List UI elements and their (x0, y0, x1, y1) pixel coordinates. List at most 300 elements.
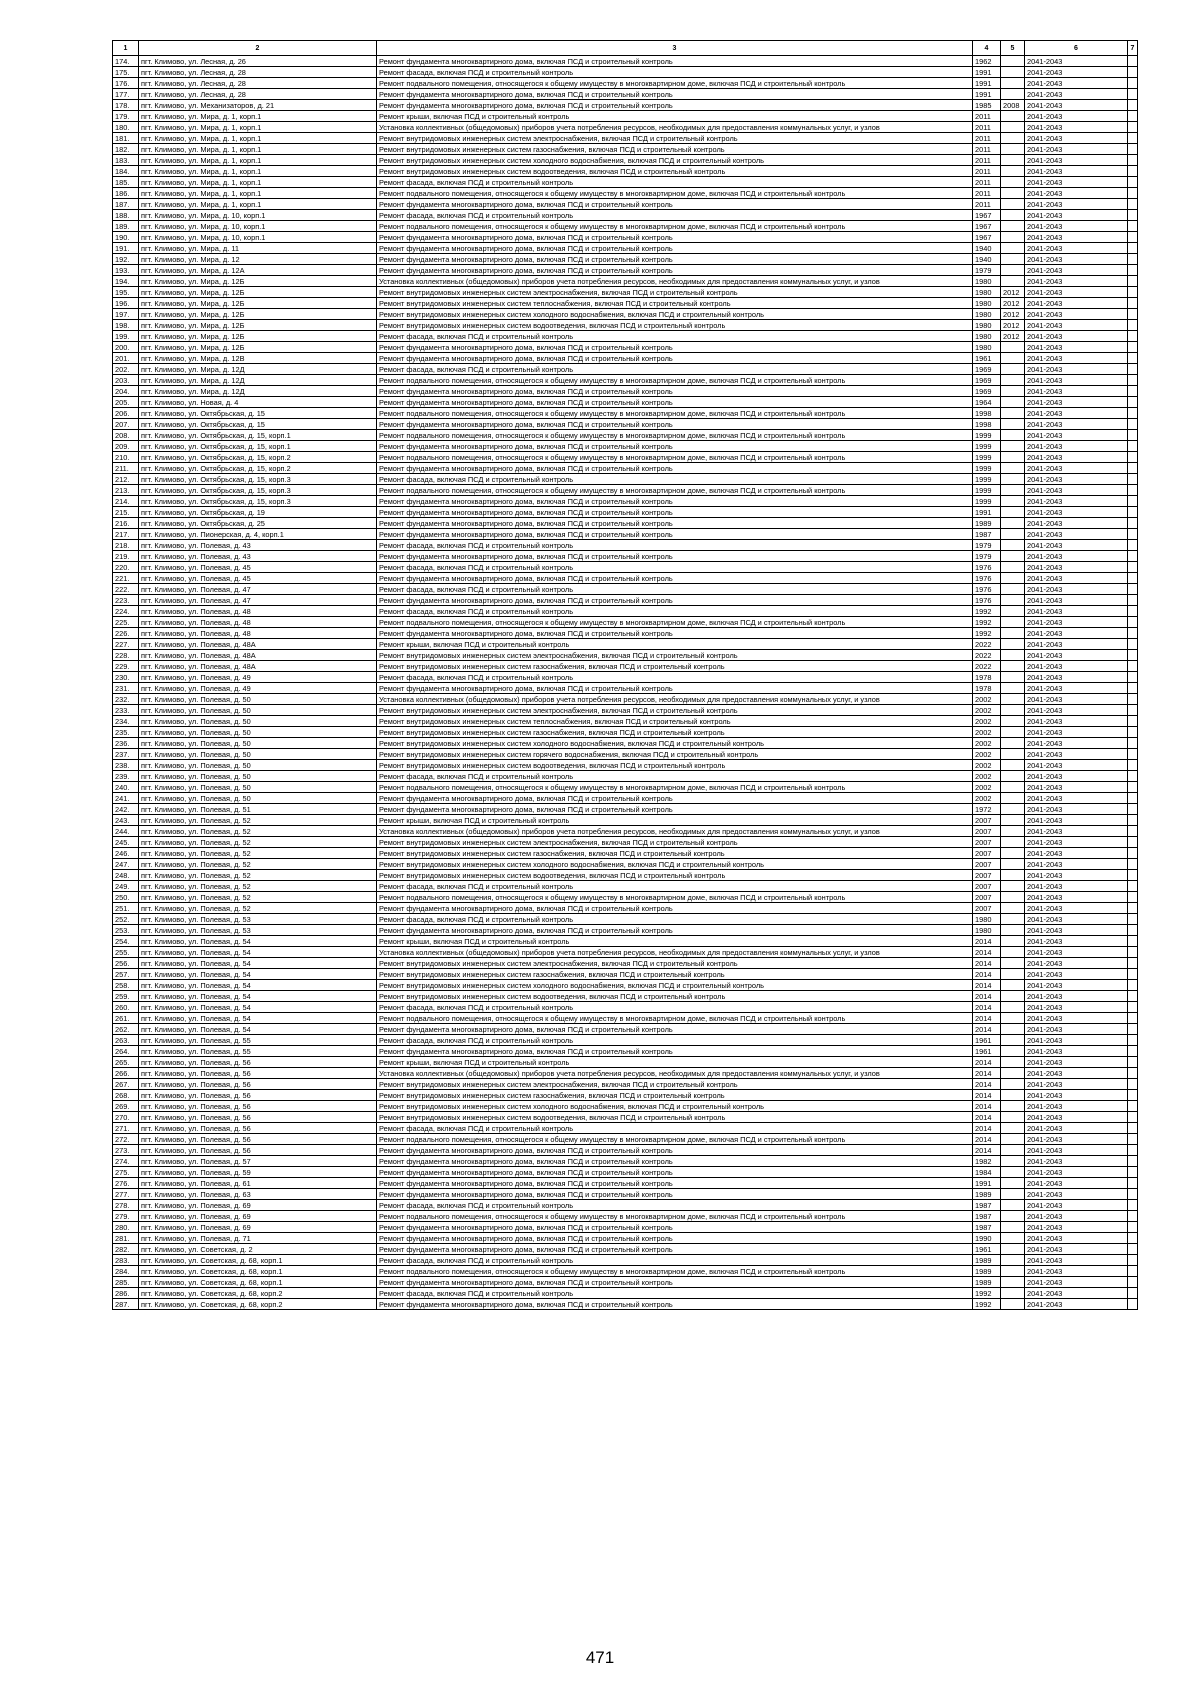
address-cell: пгт. Климово, ул. Полевая, д. 50 (139, 760, 377, 771)
note-cell (1128, 738, 1138, 749)
row-number-cell: 234. (113, 716, 139, 727)
planned-period-cell: 2041-2043 (1025, 1134, 1128, 1145)
work-type-cell: Ремонт подвального помещения, относящегося к общему имуществу в многоквартирном доме, включая ПСД и строительный контроль (377, 408, 973, 419)
last-repair-year-cell (1001, 419, 1025, 430)
table-row (113, 463, 1138, 474)
note-cell (1128, 683, 1138, 694)
work-type-cell: Ремонт подвального помещения, относящегося к общему имуществу в многоквартирном доме, включая ПСД и строительный контроль (377, 617, 973, 628)
build-year-cell: 1980 (973, 914, 1001, 925)
note-cell (1128, 463, 1138, 474)
address-cell: пгт. Климово, ул. Полевая, д. 45 (139, 573, 377, 584)
note-cell (1128, 111, 1138, 122)
last-repair-year-cell (1001, 672, 1025, 683)
planned-period-cell: 2041-2043 (1025, 188, 1128, 199)
address-cell: пгт. Климово, ул. Полевая, д. 56 (139, 1123, 377, 1134)
row-number-cell: 185. (113, 177, 139, 188)
build-year-cell: 2014 (973, 1090, 1001, 1101)
row-number-cell: 281. (113, 1233, 139, 1244)
work-type-cell: Ремонт фундамента многоквартирного дома, включая ПСД и строительный контроль (377, 232, 973, 243)
note-cell (1128, 485, 1138, 496)
note-cell (1128, 1101, 1138, 1112)
table-row (113, 111, 1138, 122)
build-year-cell: 1980 (973, 276, 1001, 287)
row-number-cell: 204. (113, 386, 139, 397)
work-type-cell: Ремонт фасада, включая ПСД и строительный контроль (377, 914, 973, 925)
planned-period-cell: 2041-2043 (1025, 1288, 1128, 1299)
row-number-cell: 268. (113, 1090, 139, 1101)
last-repair-year-cell (1001, 1035, 1025, 1046)
work-type-cell: Ремонт фасада, включая ПСД и строительный контроль (377, 672, 973, 683)
note-cell (1128, 1090, 1138, 1101)
planned-period-cell: 2041-2043 (1025, 1145, 1128, 1156)
planned-period-cell: 2041-2043 (1025, 903, 1128, 914)
table-row (113, 727, 1138, 738)
note-cell (1128, 353, 1138, 364)
address-cell: пгт. Климово, ул. Полевая, д. 56 (139, 1079, 377, 1090)
work-type-cell: Установка коллективных (общедомовых) приборов учета потребления ресурсов, необходимых для предоставления коммунальных услуг, и узлов (377, 694, 973, 705)
row-number-cell: 203. (113, 375, 139, 386)
table-row (113, 980, 1138, 991)
planned-period-cell: 2041-2043 (1025, 694, 1128, 705)
build-year-cell: 1999 (973, 452, 1001, 463)
table-row (113, 1079, 1138, 1090)
note-cell (1128, 452, 1138, 463)
build-year-cell: 1999 (973, 430, 1001, 441)
planned-period-cell: 2041-2043 (1025, 353, 1128, 364)
note-cell (1128, 980, 1138, 991)
table-row (113, 1189, 1138, 1200)
build-year-cell: 2011 (973, 111, 1001, 122)
note-cell (1128, 991, 1138, 1002)
column-header: 2 (139, 41, 377, 56)
address-cell: пгт. Климово, ул. Полевая, д. 54 (139, 1013, 377, 1024)
build-year-cell: 1992 (973, 628, 1001, 639)
note-cell (1128, 848, 1138, 859)
row-number-cell: 271. (113, 1123, 139, 1134)
table-row (113, 221, 1138, 232)
address-cell: пгт. Климово, ул. Мира, д. 1, корп.1 (139, 166, 377, 177)
row-number-cell: 270. (113, 1112, 139, 1123)
table-row (113, 155, 1138, 166)
work-type-cell: Ремонт подвального помещения, относящегося к общему имуществу в многоквартирном доме, включая ПСД и строительный контроль (377, 78, 973, 89)
build-year-cell: 1979 (973, 551, 1001, 562)
work-type-cell: Ремонт фундамента многоквартирного дома, включая ПСД и строительный контроль (377, 903, 973, 914)
table-row (113, 375, 1138, 386)
table-row (113, 584, 1138, 595)
last-repair-year-cell (1001, 1211, 1025, 1222)
work-type-cell: Ремонт фасада, включая ПСД и строительный контроль (377, 771, 973, 782)
note-cell (1128, 221, 1138, 232)
note-cell (1128, 672, 1138, 683)
work-type-cell: Ремонт внутридомовых инженерных систем холодного водоснабжения, включая ПСД и строительный контроль (377, 309, 973, 320)
planned-period-cell: 2041-2043 (1025, 210, 1128, 221)
build-year-cell: 1978 (973, 683, 1001, 694)
row-number-cell: 248. (113, 870, 139, 881)
work-type-cell: Ремонт внутридомовых инженерных систем теплоснабжения, включая ПСД и строительный контроль (377, 298, 973, 309)
row-number-cell: 221. (113, 573, 139, 584)
last-repair-year-cell (1001, 265, 1025, 276)
row-number-cell: 235. (113, 727, 139, 738)
planned-period-cell: 2041-2043 (1025, 221, 1128, 232)
last-repair-year-cell (1001, 144, 1025, 155)
build-year-cell: 2014 (973, 980, 1001, 991)
address-cell: пгт. Климово, ул. Мира, д. 12Б (139, 276, 377, 287)
planned-period-cell: 2041-2043 (1025, 331, 1128, 342)
last-repair-year-cell (1001, 650, 1025, 661)
address-cell: пгт. Климово, ул. Полевая, д. 48А (139, 661, 377, 672)
last-repair-year-cell (1001, 617, 1025, 628)
build-year-cell: 2014 (973, 1123, 1001, 1134)
address-cell: пгт. Климово, ул. Мира, д. 1, корп.1 (139, 188, 377, 199)
row-number-cell: 257. (113, 969, 139, 980)
work-type-cell: Ремонт подвального помещения, относящегося к общему имуществу в многоквартирном доме, включая ПСД и строительный контроль (377, 188, 973, 199)
row-number-cell: 285. (113, 1277, 139, 1288)
last-repair-year-cell (1001, 683, 1025, 694)
table-row (113, 78, 1138, 89)
address-cell: пгт. Климово, ул. Октябрьская, д. 25 (139, 518, 377, 529)
last-repair-year-cell (1001, 122, 1025, 133)
table-row (113, 1244, 1138, 1255)
work-type-cell: Ремонт внутридомовых инженерных систем газоснабжения, включая ПСД и строительный контроль (377, 144, 973, 155)
last-repair-year-cell (1001, 760, 1025, 771)
planned-period-cell: 2041-2043 (1025, 936, 1128, 947)
work-type-cell: Установка коллективных (общедомовых) приборов учета потребления ресурсов, необходимых для предоставления коммунальных услуг, и узлов (377, 276, 973, 287)
last-repair-year-cell (1001, 1266, 1025, 1277)
planned-period-cell: 2041-2043 (1025, 1112, 1128, 1123)
planned-period-cell: 2041-2043 (1025, 760, 1128, 771)
address-cell: пгт. Климово, ул. Мира, д. 12Б (139, 287, 377, 298)
planned-period-cell: 2041-2043 (1025, 496, 1128, 507)
work-type-cell: Ремонт подвального помещения, относящегося к общему имуществу в многоквартирном доме, включая ПСД и строительный контроль (377, 375, 973, 386)
row-number-cell: 287. (113, 1299, 139, 1310)
last-repair-year-cell (1001, 848, 1025, 859)
work-type-cell: Установка коллективных (общедомовых) приборов учета потребления ресурсов, необходимых для предоставления коммунальных услуг, и узлов (377, 826, 973, 837)
last-repair-year-cell (1001, 353, 1025, 364)
note-cell (1128, 969, 1138, 980)
address-cell: пгт. Климово, ул. Полевая, д. 54 (139, 1002, 377, 1013)
build-year-cell: 1991 (973, 507, 1001, 518)
build-year-cell: 1992 (973, 617, 1001, 628)
table-row (113, 1222, 1138, 1233)
note-cell (1128, 155, 1138, 166)
row-number-cell: 192. (113, 254, 139, 265)
table-row (113, 650, 1138, 661)
row-number-cell: 243. (113, 815, 139, 826)
build-year-cell: 1940 (973, 243, 1001, 254)
row-number-cell: 226. (113, 628, 139, 639)
last-repair-year-cell (1001, 243, 1025, 254)
last-repair-year-cell (1001, 793, 1025, 804)
planned-period-cell: 2041-2043 (1025, 265, 1128, 276)
address-cell: пгт. Климово, ул. Полевая, д. 54 (139, 936, 377, 947)
note-cell (1128, 1046, 1138, 1057)
table-row (113, 716, 1138, 727)
planned-period-cell: 2041-2043 (1025, 1002, 1128, 1013)
planned-period-cell: 2041-2043 (1025, 243, 1128, 254)
last-repair-year-cell (1001, 1200, 1025, 1211)
planned-period-cell: 2041-2043 (1025, 958, 1128, 969)
build-year-cell: 2002 (973, 694, 1001, 705)
row-number-cell: 273. (113, 1145, 139, 1156)
table-row (113, 606, 1138, 617)
last-repair-year-cell (1001, 980, 1025, 991)
build-year-cell: 1962 (973, 56, 1001, 67)
build-year-cell: 1979 (973, 265, 1001, 276)
address-cell: пгт. Климово, ул. Полевая, д. 55 (139, 1035, 377, 1046)
row-number-cell: 174. (113, 56, 139, 67)
row-number-cell: 237. (113, 749, 139, 760)
build-year-cell: 1967 (973, 210, 1001, 221)
last-repair-year-cell (1001, 782, 1025, 793)
table-row (113, 496, 1138, 507)
table-row (113, 1112, 1138, 1123)
row-number-cell: 196. (113, 298, 139, 309)
last-repair-year-cell (1001, 221, 1025, 232)
last-repair-year-cell (1001, 474, 1025, 485)
last-repair-year-cell: 2012 (1001, 287, 1025, 298)
row-number-cell: 244. (113, 826, 139, 837)
work-type-cell: Ремонт фасада, включая ПСД и строительный контроль (377, 540, 973, 551)
last-repair-year-cell (1001, 67, 1025, 78)
build-year-cell: 1999 (973, 441, 1001, 452)
address-cell: пгт. Климово, ул. Полевая, д. 56 (139, 1112, 377, 1123)
last-repair-year-cell (1001, 881, 1025, 892)
last-repair-year-cell (1001, 1288, 1025, 1299)
work-type-cell: Ремонт внутридомовых инженерных систем электроснабжения, включая ПСД и строительный контроль (377, 287, 973, 298)
note-cell (1128, 892, 1138, 903)
note-cell (1128, 232, 1138, 243)
note-cell (1128, 1266, 1138, 1277)
last-repair-year-cell (1001, 551, 1025, 562)
last-repair-year-cell (1001, 1090, 1025, 1101)
planned-period-cell: 2041-2043 (1025, 672, 1128, 683)
build-year-cell: 2002 (973, 749, 1001, 760)
last-repair-year-cell (1001, 606, 1025, 617)
last-repair-year-cell (1001, 485, 1025, 496)
address-cell: пгт. Климово, ул. Советская, д. 68, корп.1 (139, 1277, 377, 1288)
build-year-cell: 2007 (973, 848, 1001, 859)
build-year-cell: 1989 (973, 518, 1001, 529)
row-number-cell: 253. (113, 925, 139, 936)
row-number-cell: 254. (113, 936, 139, 947)
last-repair-year-cell (1001, 133, 1025, 144)
address-cell: пгт. Климово, ул. Советская, д. 68, корп.1 (139, 1266, 377, 1277)
address-cell: пгт. Климово, ул. Мира, д. 12А (139, 265, 377, 276)
planned-period-cell: 2041-2043 (1025, 89, 1128, 100)
planned-period-cell: 2041-2043 (1025, 727, 1128, 738)
planned-period-cell: 2041-2043 (1025, 254, 1128, 265)
work-type-cell: Ремонт фундамента многоквартирного дома, включая ПСД и строительный контроль (377, 1046, 973, 1057)
address-cell: пгт. Климово, ул. Полевая, д. 52 (139, 859, 377, 870)
column-header: 5 (1001, 41, 1025, 56)
table-row (113, 1211, 1138, 1222)
table-row (113, 133, 1138, 144)
row-number-cell: 195. (113, 287, 139, 298)
work-type-cell: Ремонт внутридомовых инженерных систем электроснабжения, включая ПСД и строительный контроль (377, 705, 973, 716)
build-year-cell: 1980 (973, 309, 1001, 320)
table-row (113, 1046, 1138, 1057)
planned-period-cell: 2041-2043 (1025, 78, 1128, 89)
row-number-cell: 286. (113, 1288, 139, 1299)
table-row (113, 166, 1138, 177)
work-type-cell: Ремонт подвального помещения, относящегося к общему имуществу в многоквартирном доме, включая ПСД и строительный контроль (377, 782, 973, 793)
table-row (113, 1134, 1138, 1145)
build-year-cell: 1999 (973, 463, 1001, 474)
work-type-cell: Ремонт фундамента многоквартирного дома, включая ПСД и строительный контроль (377, 199, 973, 210)
row-number-cell: 222. (113, 584, 139, 595)
work-type-cell: Установка коллективных (общедомовых) приборов учета потребления ресурсов, необходимых для предоставления коммунальных услуг, и узлов (377, 1068, 973, 1079)
build-year-cell: 1979 (973, 540, 1001, 551)
table-row (113, 529, 1138, 540)
column-header: 6 (1025, 41, 1128, 56)
table-row (113, 826, 1138, 837)
note-cell (1128, 518, 1138, 529)
address-cell: пгт. Климово, ул. Октябрьская, д. 15, корп.3 (139, 474, 377, 485)
last-repair-year-cell (1001, 826, 1025, 837)
table-row (113, 485, 1138, 496)
last-repair-year-cell (1001, 936, 1025, 947)
work-type-cell: Ремонт внутридомовых инженерных систем газоснабжения, включая ПСД и строительный контроль (377, 969, 973, 980)
table-row (113, 749, 1138, 760)
table-row (113, 67, 1138, 78)
work-type-cell: Ремонт фасада, включая ПСД и строительный контроль (377, 210, 973, 221)
build-year-cell: 2011 (973, 122, 1001, 133)
planned-period-cell: 2041-2043 (1025, 1299, 1128, 1310)
planned-period-cell: 2041-2043 (1025, 914, 1128, 925)
table-row (113, 782, 1138, 793)
planned-period-cell: 2041-2043 (1025, 980, 1128, 991)
note-cell (1128, 1233, 1138, 1244)
table-row (113, 947, 1138, 958)
note-cell (1128, 1079, 1138, 1090)
table-row (113, 540, 1138, 551)
build-year-cell: 2011 (973, 144, 1001, 155)
work-type-cell: Ремонт фундамента многоквартирного дома, включая ПСД и строительный контроль (377, 1178, 973, 1189)
row-number-cell: 238. (113, 760, 139, 771)
address-cell: пгт. Климово, ул. Полевая, д. 63 (139, 1189, 377, 1200)
address-cell: пгт. Климово, ул. Мира, д. 10, корп.1 (139, 232, 377, 243)
last-repair-year-cell (1001, 628, 1025, 639)
table-row (113, 793, 1138, 804)
row-number-cell: 201. (113, 353, 139, 364)
last-repair-year-cell (1001, 386, 1025, 397)
table-row (113, 925, 1138, 936)
last-repair-year-cell (1001, 716, 1025, 727)
build-year-cell: 2002 (973, 738, 1001, 749)
work-type-cell: Ремонт фасада, включая ПСД и строительный контроль (377, 67, 973, 78)
table-row (113, 364, 1138, 375)
row-number-cell: 208. (113, 430, 139, 441)
planned-period-cell: 2041-2043 (1025, 969, 1128, 980)
note-cell (1128, 177, 1138, 188)
table-row (113, 265, 1138, 276)
planned-period-cell: 2041-2043 (1025, 441, 1128, 452)
work-type-cell: Ремонт фундамента многоквартирного дома, включая ПСД и строительный контроль (377, 1222, 973, 1233)
build-year-cell: 1980 (973, 298, 1001, 309)
build-year-cell: 1978 (973, 672, 1001, 683)
row-number-cell: 207. (113, 419, 139, 430)
build-year-cell: 2014 (973, 936, 1001, 947)
work-type-cell: Ремонт внутридомовых инженерных систем электроснабжения, включая ПСД и строительный контроль (377, 837, 973, 848)
table-row (113, 1057, 1138, 1068)
table-row (113, 683, 1138, 694)
note-cell (1128, 617, 1138, 628)
table-row (113, 1145, 1138, 1156)
work-type-cell: Ремонт фундамента многоквартирного дома, включая ПСД и строительный контроль (377, 419, 973, 430)
note-cell (1128, 166, 1138, 177)
row-number-cell: 211. (113, 463, 139, 474)
last-repair-year-cell (1001, 1079, 1025, 1090)
planned-period-cell: 2041-2043 (1025, 826, 1128, 837)
planned-period-cell: 2041-2043 (1025, 749, 1128, 760)
work-type-cell: Ремонт фундамента многоквартирного дома, включая ПСД и строительный контроль (377, 595, 973, 606)
table-row (113, 837, 1138, 848)
build-year-cell: 1980 (973, 925, 1001, 936)
note-cell (1128, 903, 1138, 914)
table-row (113, 232, 1138, 243)
work-type-cell: Ремонт подвального помещения, относящегося к общему имуществу в многоквартирном доме, включая ПСД и строительный контроль (377, 1211, 973, 1222)
work-type-cell: Ремонт фундамента многоквартирного дома, включая ПСД и строительный контроль (377, 1233, 973, 1244)
address-cell: пгт. Климово, ул. Лесная, д. 28 (139, 89, 377, 100)
last-repair-year-cell (1001, 452, 1025, 463)
work-type-cell: Ремонт фасада, включая ПСД и строительный контроль (377, 331, 973, 342)
note-cell (1128, 1288, 1138, 1299)
planned-period-cell: 2041-2043 (1025, 1277, 1128, 1288)
address-cell: пгт. Климово, ул. Полевая, д. 50 (139, 694, 377, 705)
planned-period-cell: 2041-2043 (1025, 144, 1128, 155)
work-type-cell: Ремонт фасада, включая ПСД и строительный контроль (377, 1255, 973, 1266)
row-number-cell: 250. (113, 892, 139, 903)
work-type-cell: Ремонт подвального помещения, относящегося к общему имуществу в многоквартирном доме, включая ПСД и строительный контроль (377, 452, 973, 463)
note-cell (1128, 606, 1138, 617)
planned-period-cell: 2041-2043 (1025, 474, 1128, 485)
row-number-cell: 236. (113, 738, 139, 749)
address-cell: пгт. Климово, ул. Полевая, д. 61 (139, 1178, 377, 1189)
work-type-cell: Ремонт подвального помещения, относящегося к общему имуществу в многоквартирном доме, включая ПСД и строительный контроль (377, 430, 973, 441)
planned-period-cell: 2041-2043 (1025, 122, 1128, 133)
work-type-cell: Ремонт фасада, включая ПСД и строительный контроль (377, 1288, 973, 1299)
table-row (113, 386, 1138, 397)
work-type-cell: Ремонт крыши, включая ПСД и строительный контроль (377, 111, 973, 122)
last-repair-year-cell (1001, 639, 1025, 650)
table-row (113, 331, 1138, 342)
note-cell (1128, 56, 1138, 67)
address-cell: пгт. Климово, ул. Лесная, д. 28 (139, 67, 377, 78)
planned-period-cell: 2041-2043 (1025, 1046, 1128, 1057)
address-cell: пгт. Климово, ул. Мира, д. 1, корп.1 (139, 144, 377, 155)
address-cell: пгт. Климово, ул. Полевая, д. 56 (139, 1057, 377, 1068)
planned-period-cell: 2041-2043 (1025, 584, 1128, 595)
last-repair-year-cell (1001, 804, 1025, 815)
header-row (113, 41, 1138, 56)
table-row (113, 694, 1138, 705)
address-cell: пгт. Климово, ул. Пионерская, д. 4, корп.1 (139, 529, 377, 540)
row-number-cell: 191. (113, 243, 139, 254)
planned-period-cell: 2041-2043 (1025, 67, 1128, 78)
table-row (113, 1101, 1138, 1112)
build-year-cell: 2007 (973, 837, 1001, 848)
work-type-cell: Ремонт фундамента многоквартирного дома, включая ПСД и строительный контроль (377, 1277, 973, 1288)
note-cell (1128, 89, 1138, 100)
row-number-cell: 247. (113, 859, 139, 870)
build-year-cell: 1987 (973, 529, 1001, 540)
row-number-cell: 177. (113, 89, 139, 100)
table-row (113, 1002, 1138, 1013)
address-cell: пгт. Климово, ул. Полевая, д. 54 (139, 947, 377, 958)
last-repair-year-cell (1001, 562, 1025, 573)
work-type-cell: Ремонт фундамента многоквартирного дома, включая ПСД и строительный контроль (377, 243, 973, 254)
table-row (113, 144, 1138, 155)
